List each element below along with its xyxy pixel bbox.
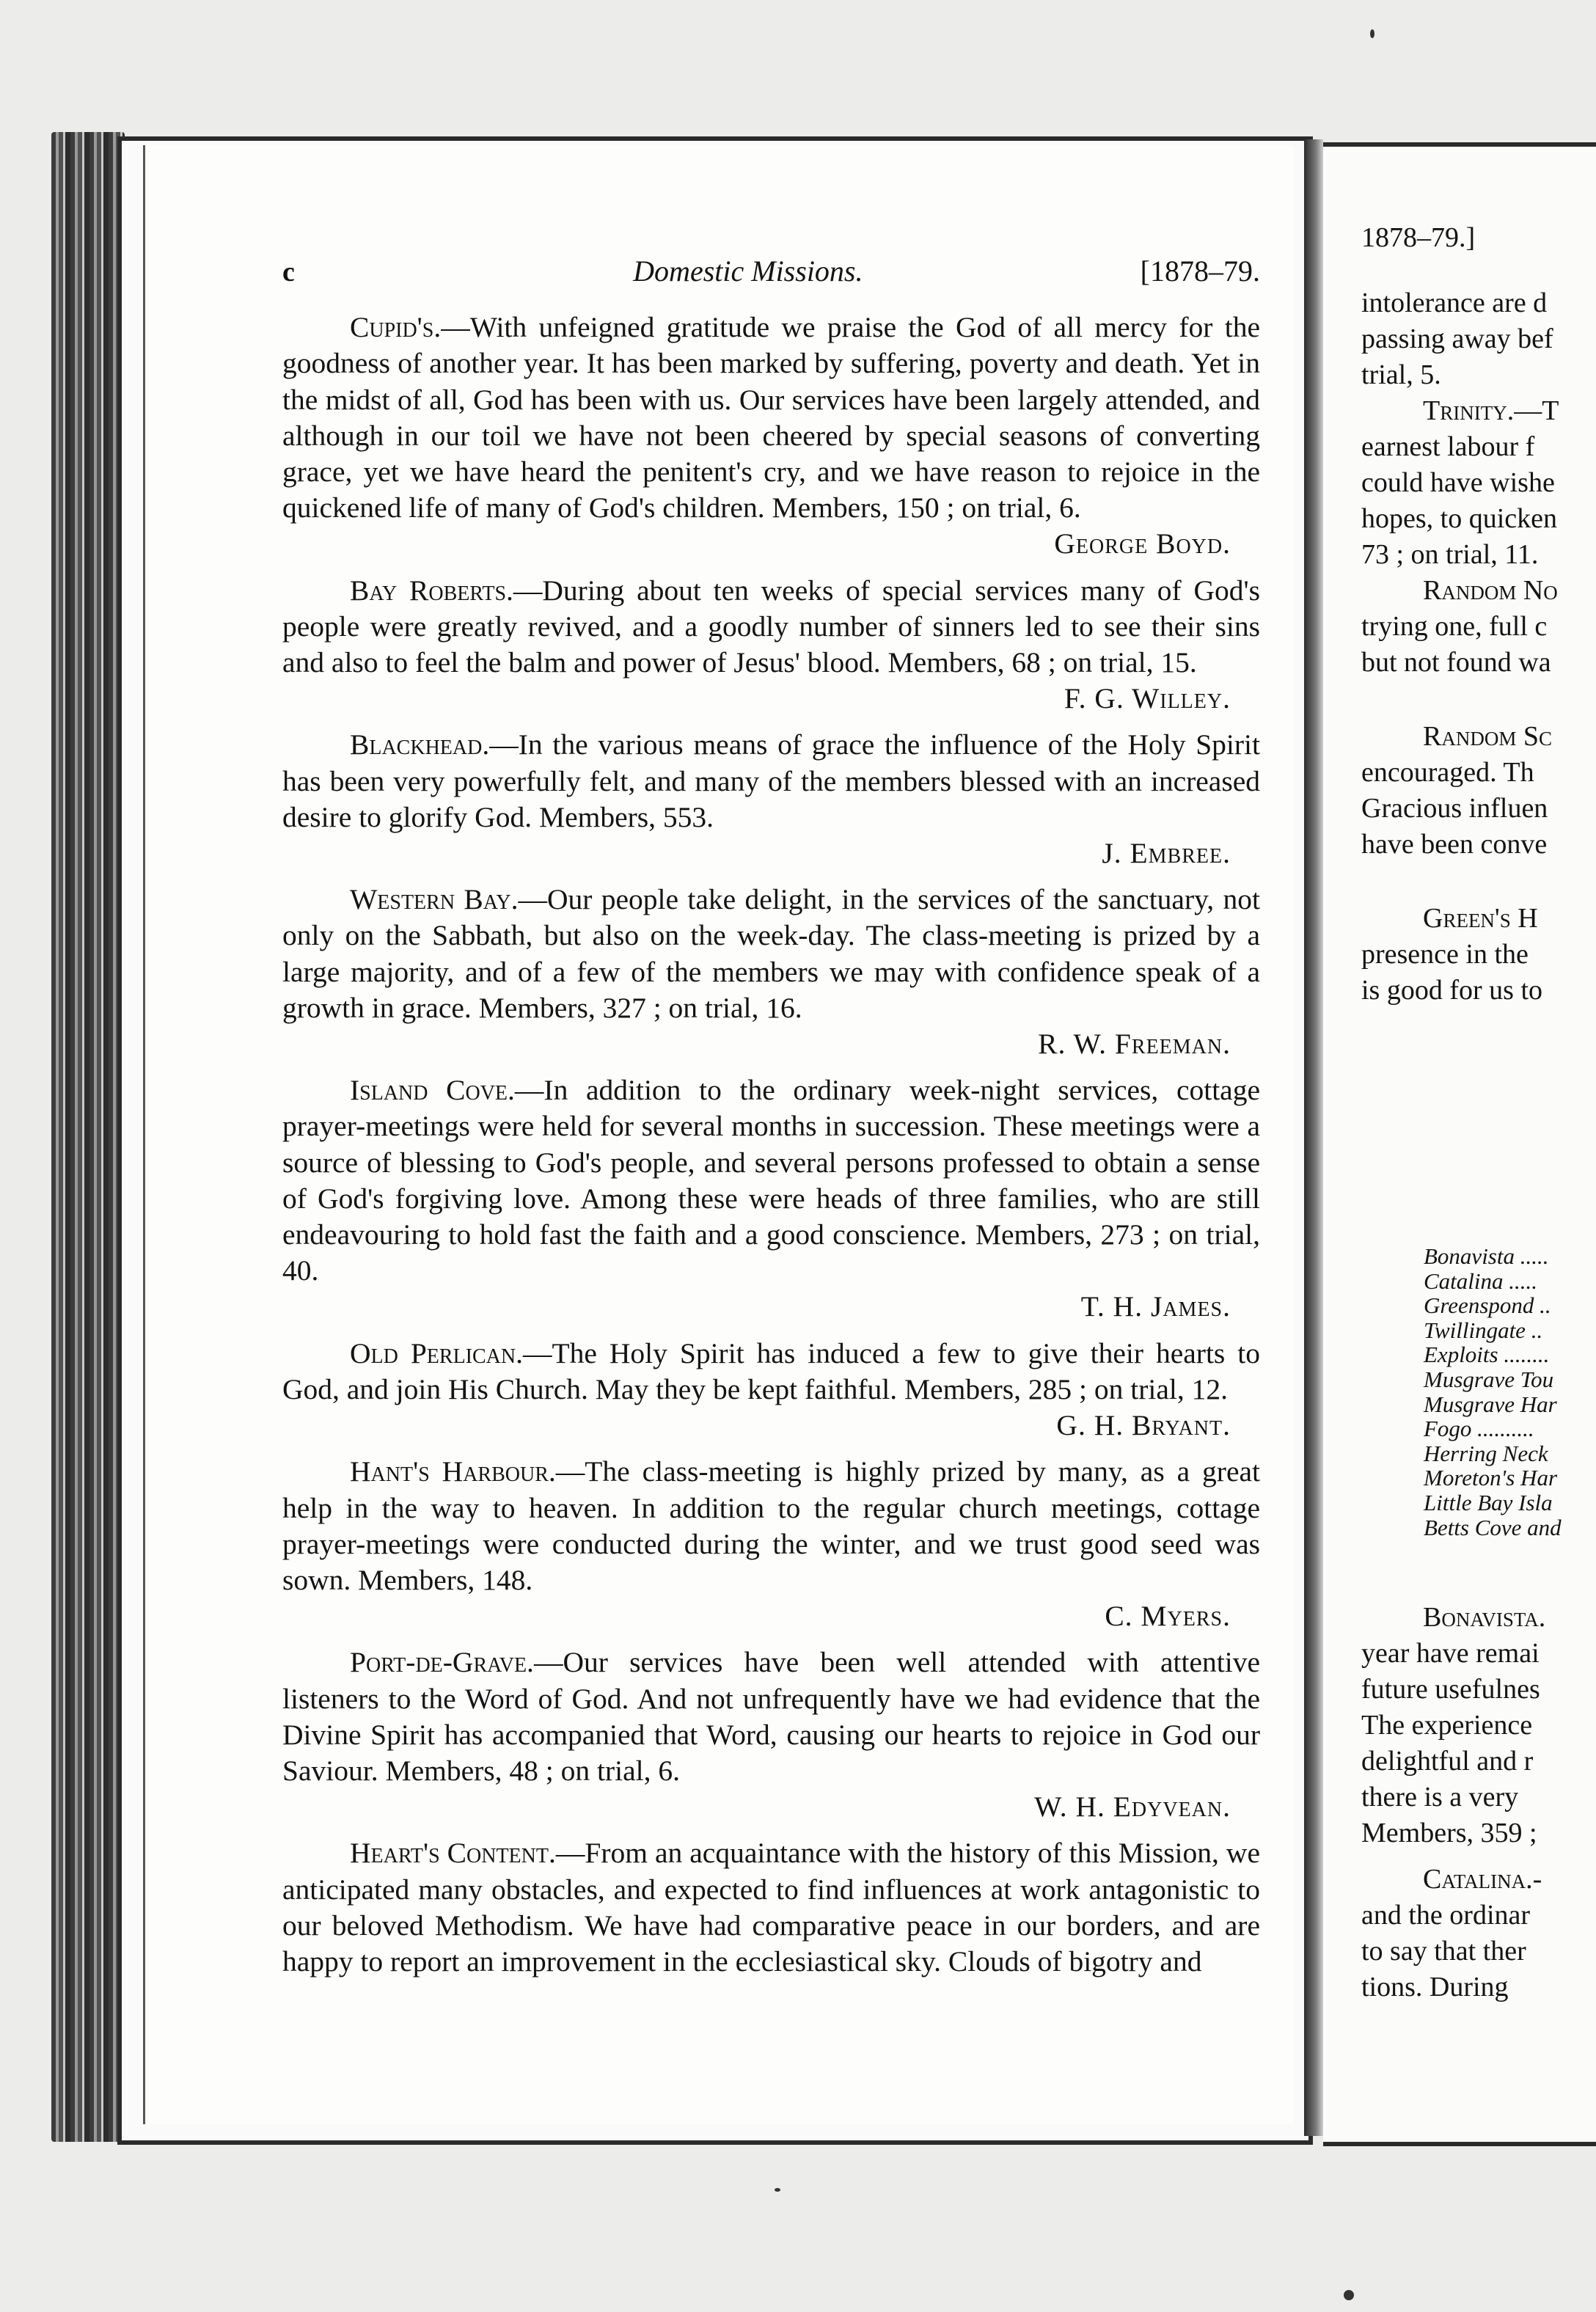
scan-speck: [775, 2188, 780, 2192]
entry-text: —Our people take delight, in the services of the sanctuary, not only on the Sabbath, but also on the week-day. The class-meeting is prized by a large majority, and of a few of the members we may with confidence speak of a growth in grace. Members, 327 ; on trial, 16.: [282, 883, 1260, 1024]
right-line: Trinity.—T: [1423, 395, 1559, 426]
right-line: trying one, full c: [1361, 611, 1548, 642]
right-line: but not found wa: [1361, 647, 1551, 678]
entry-signature: W. H. Edyvean.: [1034, 1790, 1231, 1823]
entry-bay-roberts: [282, 573, 1260, 717]
right-line: earnest labour f: [1361, 431, 1535, 462]
entry-text: —The Holy Spirit has induced a few to give their hearts to God, and join His Church. May they be kept faithful. Members, 285 ; on trial, 12.: [282, 1336, 1260, 1405]
entry-text: —During about ten weeks of special services many of God's people were greatly revived, and a goodly number of sinners led to see their sins and also to feel the balm and power of Jesus' blood. Members, 68 ; on trial, 15.: [282, 574, 1260, 679]
entry-paragraph: [282, 1835, 1260, 1980]
entry-label: Blackhead.: [350, 728, 490, 761]
entry-text: —With unfeigned gratitude we praise the God of all mercy for the goodness of another year. It has been marked by suffering, poverty and death. Yet in the midst of all, God has been with us. Our services have been largely attended, and although in our toil we have not been cheered by special seasons of converting grace, yet we have heard the penitent's cry, and we have reason to rejoice in the quickened life of many of God's children. Members, 150 ; on trial, 6.: [282, 311, 1260, 524]
right-line: could have wishe: [1361, 467, 1555, 498]
entry-label: Old Perlican.: [350, 1336, 523, 1369]
entry-blackhead: [282, 727, 1260, 871]
entry-paragraph: [282, 1454, 1260, 1598]
entry-paragraph: [282, 882, 1260, 1026]
scan-speck: [1370, 29, 1374, 38]
entry-paragraph: [282, 310, 1260, 526]
circuit-name: Fogo ..........: [1424, 1416, 1534, 1442]
entry-paragraph: [282, 573, 1260, 681]
right-line: passing away bef: [1361, 323, 1553, 354]
entry-cupids: [282, 310, 1260, 562]
right-line: is good for us to: [1361, 975, 1542, 1006]
circuit-name: Moreton's Har: [1424, 1465, 1558, 1491]
right-line: Bonavista.: [1423, 1602, 1546, 1633]
circuit-name: Exploits ........: [1424, 1342, 1550, 1368]
entry-paragraph: [282, 1072, 1260, 1289]
scan-speck: [1344, 2290, 1354, 2300]
entry-signature: C. Myers.: [1105, 1600, 1231, 1633]
right-line: hopes, to quicken: [1361, 503, 1558, 534]
entry-label: Island Cove.: [350, 1074, 515, 1107]
entry-label: Bay Roberts.: [350, 574, 513, 607]
entry-hearts-content: [282, 1835, 1260, 1980]
right-line: Catalina.-: [1423, 1864, 1542, 1895]
entry-text: —From an acquaintance with the history of this Mission, we anticipated many obstacles, and expected to find influences at work antagonistic to our beloved Methodism. We have had comparative peace in our borders, and are happy to report an improvement in the ecclesiastical sky. Clouds of bigotry and: [282, 1837, 1260, 1978]
circuit-name: Twillingate ..: [1424, 1317, 1543, 1343]
entry-signature: J. Embree.: [1102, 837, 1231, 870]
entry-text: —In addition to the ordinary week-night services, cottage prayer-meetings were held for several months in succession. These meetings were a source of blessing to God's people, and several persons professed to obtain a sense of God's forgiving love. Among these were heads of three families, who are still endeavouring to hold fast the faith and a good conscience. Members, 273 ; on trial, 40.: [282, 1074, 1260, 1287]
entry-hants-harbour: [282, 1454, 1260, 1634]
circuit-name: Musgrave Tou: [1424, 1366, 1554, 1392]
entry-paragraph: [282, 727, 1260, 835]
circuit-list: [1424, 1244, 1562, 1540]
entry-paragraph: [282, 1336, 1260, 1408]
entry-text: —The class-meeting is highly prized by many, as a great help in the way to heaven. In addition to the regular church meetings, cottage prayer-meetings were conducted during the winter, and we trust good seed was sown. Members, 148.: [282, 1455, 1260, 1596]
left-page-text: [282, 253, 1260, 1990]
circuit-name: Little Bay Isla: [1424, 1489, 1553, 1515]
book-spine-edge: [51, 132, 125, 2142]
entry-port-de-grave: [282, 1645, 1260, 1825]
page-gutter: [1304, 139, 1323, 2136]
right-line: Random Sc: [1423, 721, 1552, 752]
circuit-name: Musgrave Har: [1424, 1391, 1557, 1417]
entry-label: Port-de-Grave.: [350, 1646, 534, 1679]
entry-old-perlican: [282, 1336, 1260, 1444]
circuit-name: Catalina .....: [1424, 1267, 1538, 1294]
right-line: have been conve: [1361, 829, 1548, 860]
right-line: future usefulnes: [1361, 1674, 1540, 1705]
entry-signature: T. H. James.: [1080, 1290, 1231, 1323]
entry-western-bay: [282, 882, 1260, 1062]
right-line: Members, 359 ;: [1361, 1818, 1537, 1848]
right-line: encouraged. Th: [1361, 757, 1534, 788]
right-line: year have remai: [1361, 1638, 1540, 1669]
right-line: trial, 5.: [1361, 359, 1441, 390]
right-page-text: [1361, 220, 1596, 1009]
running-title: Domestic Missions.: [633, 255, 863, 288]
right-line: delightful and r: [1361, 1746, 1534, 1777]
circuit-name: Bonavista .....: [1424, 1243, 1549, 1269]
right-line: there is a very: [1361, 1782, 1519, 1812]
right-line: and the ordinar: [1361, 1900, 1531, 1931]
entry-label: Western Bay.: [350, 883, 519, 916]
running-year: [1878–79.: [1140, 255, 1260, 288]
right-line: The experience: [1361, 1710, 1533, 1741]
entry-island-cove: [282, 1072, 1260, 1325]
entry-signature: F. G. Willey.: [1064, 682, 1231, 715]
right-line: Green's H: [1423, 903, 1538, 934]
right-line: Random No: [1423, 575, 1558, 606]
right-line: Gracious influen: [1361, 793, 1548, 824]
right-running-header: 1878–79.]: [1361, 222, 1476, 253]
right-line: intolerance are d: [1361, 288, 1548, 318]
folio: c: [282, 257, 295, 288]
right-page-text-lower: [1361, 1600, 1596, 2005]
entry-label: Cupid's.: [350, 311, 442, 344]
entry-paragraph: [282, 1645, 1260, 1789]
entry-text: —In the various means of grace the influence of the Holy Spirit has been very powerfully felt, and many of the members blessed with an increased desire to glorify God. Members, 553.: [282, 728, 1260, 833]
right-line: 73 ; on trial, 11.: [1361, 539, 1539, 570]
entry-text: —Our services have been well attended with attentive listeners to the Word of God. And not unfrequently have we had evidence that the Divine Spirit has accompanied that Word, causing our hearts to rejoice in God our Saviour. Members, 48 ; on trial, 6.: [282, 1646, 1260, 1787]
circuit-name: Betts Cove and: [1424, 1514, 1562, 1540]
right-line: presence in the: [1361, 939, 1529, 970]
entry-label: Heart's Content.: [350, 1837, 556, 1870]
entry-signature: R. W. Freeman.: [1038, 1028, 1231, 1061]
entry-signature: G. H. Bryant.: [1056, 1409, 1231, 1442]
circuit-name: Herring Neck: [1424, 1440, 1548, 1466]
entry-signature: George Boyd.: [1054, 527, 1231, 560]
circuit-name: Greenspond ..: [1424, 1292, 1551, 1319]
right-line: tions. During: [1361, 1972, 1509, 2002]
running-header: [282, 253, 1260, 290]
entry-label: Hant's Harbour.: [350, 1455, 556, 1488]
right-line: to say that ther: [1361, 1936, 1526, 1967]
